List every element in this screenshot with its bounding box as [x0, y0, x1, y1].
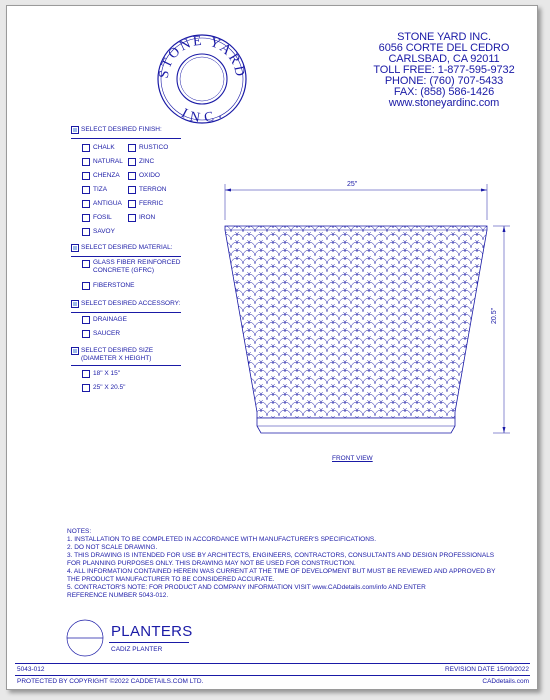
finish-heading: SELECT DESIRED FINISH: — [81, 126, 162, 133]
finish-option-label: ZINC — [139, 158, 155, 165]
material-gfrc-label-1: GLASS FIBER REINFORCED — [93, 259, 181, 266]
company-toll-free: TOLL FREE: 1-877-595-9732 — [373, 64, 515, 76]
arrow-icon — [503, 427, 506, 433]
planter-front-view-drawing — [207, 176, 517, 436]
arrow-icon — [225, 189, 231, 192]
finish-option-checkbox[interactable] — [128, 144, 136, 152]
size-heading-2: (DIAMETER X HEIGHT) — [81, 355, 152, 362]
notes-heading: NOTES: — [67, 528, 92, 535]
size-option-checkbox[interactable] — [82, 370, 90, 378]
footer-rule-2 — [15, 675, 530, 676]
company-name: STONE YARD INC. — [397, 31, 491, 43]
finish-option-label: NATURAL — [93, 158, 123, 165]
material-checkbox[interactable] — [71, 244, 79, 252]
note-line: FOR PLANNING PURPOSES ONLY. THIS DRAWING MAY NOT BE USED FOR CONSTRUCTION. — [67, 560, 356, 567]
title-sub: CADIZ PLANTER — [111, 646, 163, 653]
finish-option-checkbox[interactable] — [82, 228, 90, 236]
accessory-saucer-checkbox[interactable] — [82, 330, 90, 338]
footer-site[interactable]: CADdetails.com — [482, 678, 529, 685]
footer-ref: 5043-012 — [17, 666, 45, 673]
title-main: PLANTERS — [111, 623, 193, 640]
material-gfrc-label-2: CONCRETE (GFRC) — [93, 267, 155, 274]
accessory-heading: SELECT DESIRED ACCESSORY: — [81, 300, 181, 307]
finish-option-label: TIZA — [93, 186, 108, 193]
note-line: THE PRODUCT MANUFACTURER TO BE CONSIDERED ACCURATE. — [67, 576, 275, 583]
finish-option-checkbox[interactable] — [128, 186, 136, 194]
arrow-icon — [481, 189, 487, 192]
footer-copyright: PROTECTED BY COPYRIGHT ©2022 CADDETAILS.COM LTD. — [17, 678, 204, 685]
stone-yard-logo — [155, 32, 249, 126]
finish-option-checkbox[interactable] — [82, 200, 90, 208]
size-option-label: 25" X 20.5" — [93, 384, 126, 391]
drawing-sheet — [6, 5, 538, 690]
planter-body — [225, 226, 487, 418]
planter-base — [257, 418, 455, 433]
finish-option-checkbox[interactable] — [128, 214, 136, 222]
finish-option-label: CHALK — [93, 144, 115, 151]
accessory-divider — [71, 312, 181, 313]
finish-option-checkbox[interactable] — [82, 172, 90, 180]
note-line: 4. ALL INFORMATION CONTAINED HEREIN WAS CURRENT AT THE TIME OF DEVELOPMENT BUT MUST BE REVIEWED AND APPROVED BY — [67, 568, 496, 575]
size-option-checkbox[interactable] — [82, 384, 90, 392]
finish-option-checkbox[interactable] — [128, 200, 136, 208]
title-divider — [109, 642, 189, 643]
footer-rule — [15, 663, 530, 664]
svg-text:STONE YARD — [157, 34, 248, 80]
finish-option-label: IRON — [139, 214, 156, 221]
accessory-saucer-label: SAUCER — [93, 330, 121, 337]
size-checkbox[interactable] — [71, 347, 79, 355]
accessory-drainage-label: DRAINAGE — [93, 316, 127, 323]
company-address-1: 6056 CORTE DEL CEDRO — [378, 42, 510, 54]
footer-revision: REVISION DATE 15/09/2022 — [444, 666, 529, 673]
finish-option-checkbox[interactable] — [82, 144, 90, 152]
finish-divider — [71, 138, 181, 139]
finish-checkbox[interactable] — [71, 126, 79, 134]
finish-option-label: OXIDO — [139, 172, 160, 179]
finish-option-label: TERRON — [139, 186, 167, 193]
height-dimension-label: 20.5" — [491, 307, 498, 324]
note-line: 1. INSTALLATION TO BE COMPLETED IN ACCORDANCE WITH MANUFACTURER'S SPECIFICATIONS. — [67, 536, 377, 543]
finish-option-checkbox[interactable] — [82, 214, 90, 222]
material-gfrc-checkbox[interactable] — [82, 260, 90, 268]
finish-option-label: ANTIGUA — [93, 200, 122, 207]
width-dimension-label: 25" — [347, 181, 358, 188]
company-fax: FAX: (858) 586-1426 — [393, 86, 495, 98]
arrow-icon — [503, 226, 506, 232]
accessory-drainage-checkbox[interactable] — [82, 316, 90, 324]
material-fiberstone-checkbox[interactable] — [82, 282, 90, 290]
size-option-label: 18" X 15" — [93, 370, 121, 377]
finish-option-label: RUSTICO — [139, 144, 169, 151]
finish-option-checkbox[interactable] — [128, 172, 136, 180]
finish-option-label: FOSIL — [93, 214, 112, 221]
finish-option-checkbox[interactable] — [82, 186, 90, 194]
accessory-checkbox[interactable] — [71, 300, 79, 308]
size-heading-1: SELECT DESIRED SIZE — [81, 347, 154, 354]
material-heading: SELECT DESIRED MATERIAL: — [81, 244, 173, 251]
note-line: 2. DO NOT SCALE DRAWING. — [67, 544, 158, 551]
company-website[interactable]: www.stoneyardinc.com — [388, 97, 500, 109]
logo-ring-top: STONE YARD — [156, 33, 248, 80]
note-line: 5. CONTRACTOR'S NOTE: FOR PRODUCT AND COMPANY INFORMATION VISIT www.CADdetails.com/info AND ENTER — [67, 584, 426, 591]
company-address-2: CARLSBAD, CA 92011 — [388, 53, 500, 65]
finish-option-label: SAVOY — [93, 228, 115, 235]
finish-option-checkbox[interactable] — [82, 158, 90, 166]
company-info — [359, 32, 529, 109]
notes — [67, 528, 495, 600]
company-phone: PHONE: (760) 707-5433 — [384, 75, 504, 87]
material-divider — [71, 256, 181, 257]
size-divider — [71, 365, 181, 366]
front-view-label: FRONT VIEW — [332, 455, 373, 462]
logo-ring-bottom: INC. — [178, 106, 226, 126]
note-line: REFERENCE NUMBER 5043-012. — [67, 592, 169, 599]
note-line: 3. THIS DRAWING IS INTENDED FOR USE BY ARCHITECTS, ENGINEERS, CONTRACTORS, CONSULTANTS AND DESIGN PROFESSIONALS — [67, 552, 495, 559]
section-circle-icon — [61, 618, 109, 658]
finish-option-checkbox[interactable] — [128, 158, 136, 166]
material-fiberstone-label: FIBERSTONE — [93, 282, 135, 289]
finish-option-label: FERRIC — [139, 200, 164, 207]
finish-option-label: CHENZA — [93, 172, 120, 179]
